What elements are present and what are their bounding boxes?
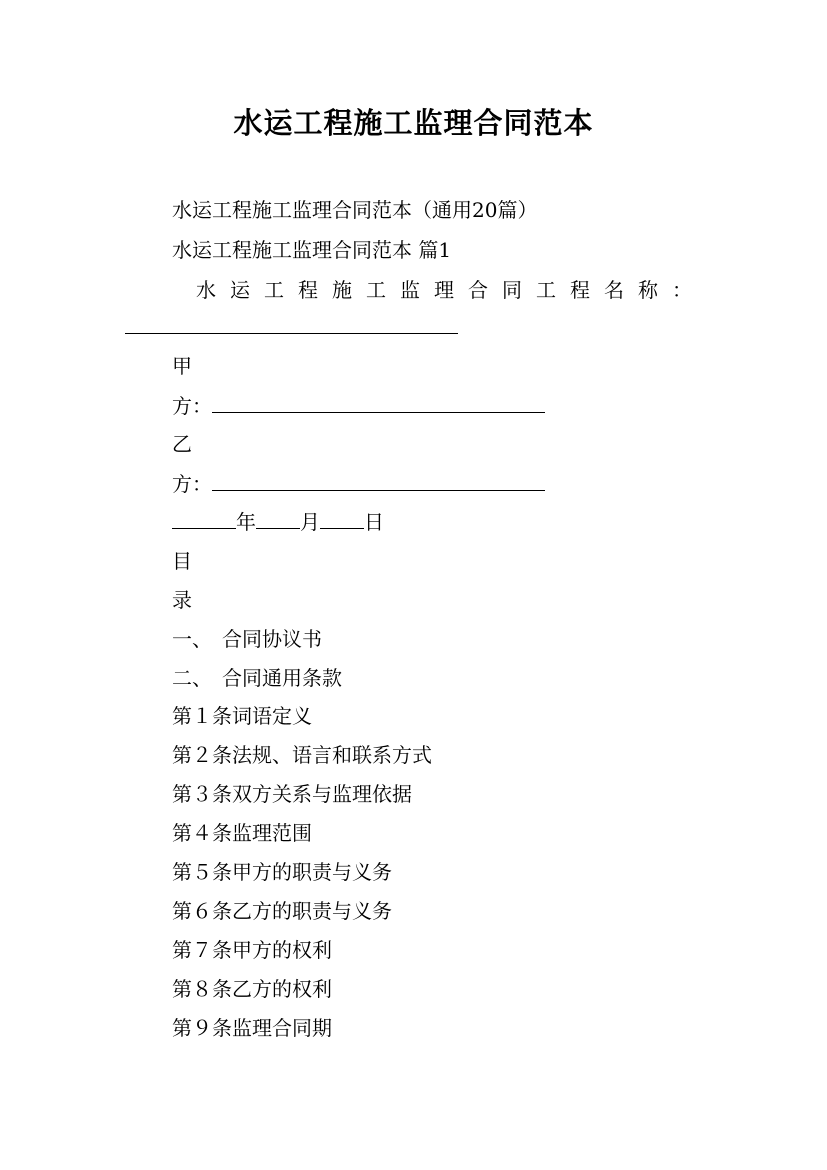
party-b-char: 乙 xyxy=(172,432,192,456)
project-name-char: 称 xyxy=(638,278,658,302)
day-label: 日 xyxy=(364,510,384,534)
party-a-blank xyxy=(212,392,545,413)
month-label: 月 xyxy=(300,510,320,534)
clause-item: 第７条甲方的权利 xyxy=(172,938,332,962)
document-title: 水运工程施工监理合同范本 xyxy=(233,106,594,140)
project-name-char: 水 xyxy=(196,278,216,302)
project-name-label xyxy=(196,276,692,304)
clause-item: 第２条法规、语言和联系方式 xyxy=(172,743,432,767)
party-b-line xyxy=(172,470,545,498)
date-line xyxy=(172,508,384,536)
project-name-char: 合 xyxy=(468,278,488,302)
toc-char-2: 录 xyxy=(172,588,192,612)
project-name-char: 同 xyxy=(502,278,522,302)
party-b-label: 方： xyxy=(172,472,212,496)
project-name-char: 名 xyxy=(604,278,624,302)
clause-item: 第４条监理范围 xyxy=(172,821,312,845)
project-name-char: 程 xyxy=(298,278,318,302)
project-name-char: 监 xyxy=(400,278,420,302)
project-name-char: 工 xyxy=(366,278,386,302)
year-label: 年 xyxy=(236,510,256,534)
article-heading: 水运工程施工监理合同范本 篇1 xyxy=(172,238,452,262)
clause-item: 第５条甲方的职责与义务 xyxy=(172,860,392,884)
month-blank xyxy=(256,508,300,529)
project-name-char: ： xyxy=(672,278,692,302)
clause-item: 第８条乙方的权利 xyxy=(172,977,332,1001)
clause-item: 第１条词语定义 xyxy=(172,704,312,728)
project-name-char: 程 xyxy=(570,278,590,302)
toc-char-1: 目 xyxy=(172,549,192,573)
document-subtitle: 水运工程施工监理合同范本（通用20篇） xyxy=(172,198,538,222)
project-name-char: 运 xyxy=(230,278,250,302)
project-name-blank xyxy=(125,333,458,334)
project-name-char: 理 xyxy=(434,278,454,302)
clause-item: 第６条乙方的职责与义务 xyxy=(172,899,392,923)
day-blank xyxy=(320,508,364,529)
party-a-line xyxy=(172,392,545,420)
project-name-char: 施 xyxy=(332,278,352,302)
project-name-char: 工 xyxy=(264,278,284,302)
year-blank xyxy=(172,508,236,529)
party-b-blank xyxy=(212,470,545,491)
section-item: 二、 合同通用条款 xyxy=(172,666,342,690)
clause-item: 第９条监理合同期 xyxy=(172,1016,332,1040)
party-a-char: 甲 xyxy=(172,354,192,378)
project-name-char: 工 xyxy=(536,278,556,302)
section-item: 一、 合同协议书 xyxy=(172,627,322,651)
clause-item: 第３条双方关系与监理依据 xyxy=(172,782,412,806)
party-a-label: 方： xyxy=(172,394,212,418)
